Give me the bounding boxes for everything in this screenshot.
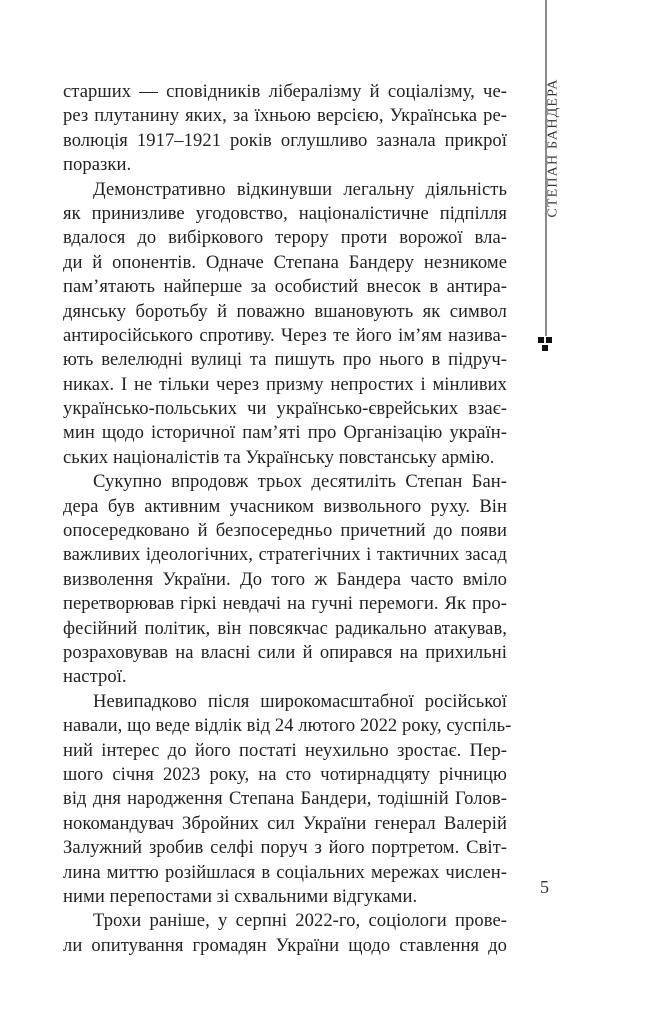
text-line: нокомандувач Збройних сил України генерал Валерій	[63, 812, 507, 834]
ornament-icon	[537, 336, 555, 354]
paragraph-first-line: Трохи раніше, у серпні 2022-го, соціологи прове-	[93, 910, 507, 932]
running-head	[540, 78, 568, 218]
text-line: визволення України. До того ж Бандера часто вміло	[63, 568, 507, 590]
text-line: рез плутанину яких, за їхньою версією, Українська ре-	[63, 105, 507, 127]
text-line: Залужний зробив селфі поруч з його портретом. Світ-	[63, 837, 507, 859]
text-line: як принизливе угодовство, націоналістичне підпілля	[63, 202, 507, 224]
page-number: 5	[540, 877, 549, 897]
paragraph-first-line: Демонстративно відкинувши легальну діяльність	[93, 178, 507, 200]
text-line: шого січня 2023 року, на сто чотирнадцяту річницю	[63, 763, 507, 785]
body-text	[63, 80, 512, 958]
text-line: мин щодо історичної пам’яті про Організацію україн-	[63, 422, 507, 444]
text-line: никах. І не тільки через призму непростих і мінливих	[63, 373, 507, 395]
text-line: фесійний політик, він повсякчас радикально атакував,	[63, 617, 507, 639]
text-line: дянську боротьбу й поважно вшановують як символ	[63, 300, 507, 322]
text-line: розраховував на власні сили й опирався на прихильні	[63, 641, 507, 663]
text-line: ських націоналістів та Українську повстанську армію.	[63, 446, 495, 468]
text-line: важливих ідеологічних, стратегічних і тактичних засад	[63, 544, 507, 566]
text-line: ди й опонентів. Одначе Степана Бандеру незникоме	[63, 251, 507, 273]
paragraph-first-line: Сукупно впродовж трьох десятиліть Степан Бан-	[93, 471, 507, 493]
text-line: навали, що веде відлік від 24 лютого 2022 року, суспіль-	[63, 715, 512, 737]
text-line: лина миттю розійшлася в соціальних мережах числен-	[63, 861, 507, 883]
text-line: поразки.	[63, 154, 132, 176]
text-line: старших — сповідників лібералізму й соціалізму, че-	[63, 81, 507, 102]
text-line: вдалося до вибіркового терору проти ворожої вла-	[63, 227, 507, 249]
text-line: опосередковано й безпосередньо причетний до появи	[63, 520, 507, 542]
text-line: ними перепостами зі схвальними відгуками.	[63, 885, 418, 907]
running-head-text: СТЕПАН БАНДЕРА	[546, 78, 562, 218]
paragraph-first-line: Невипадково після широкомасштабної російської	[93, 690, 507, 712]
text-line: настрої.	[63, 666, 127, 688]
text-line: ний інтерес до його постаті неухильно зростає. Пер-	[63, 739, 507, 761]
text-line: антиросійського спротиву. Через те його ім’ям назива-	[63, 324, 507, 346]
text-line: дера був активним учасником визвольного руху. Він	[63, 495, 507, 517]
text-line: волюція 1917–1921 років оглушливо зазнала прикрої	[63, 129, 507, 151]
text-line: пам’ятають найперше за особистий внесок в антира-	[63, 276, 507, 298]
text-line: ли опитування громадян України щодо ставлення до	[63, 934, 507, 956]
text-line: українсько-польських чи українсько-єврейських взає-	[63, 398, 507, 420]
text-line: перетворював гіркі невдачі на гучні перемоги. Як про-	[63, 593, 507, 615]
text-line: ють велелюдні вулиці та пишуть про нього в підруч-	[63, 349, 507, 371]
text-line: від дня народження Степана Бандери, тодішній Голов-	[63, 788, 507, 810]
